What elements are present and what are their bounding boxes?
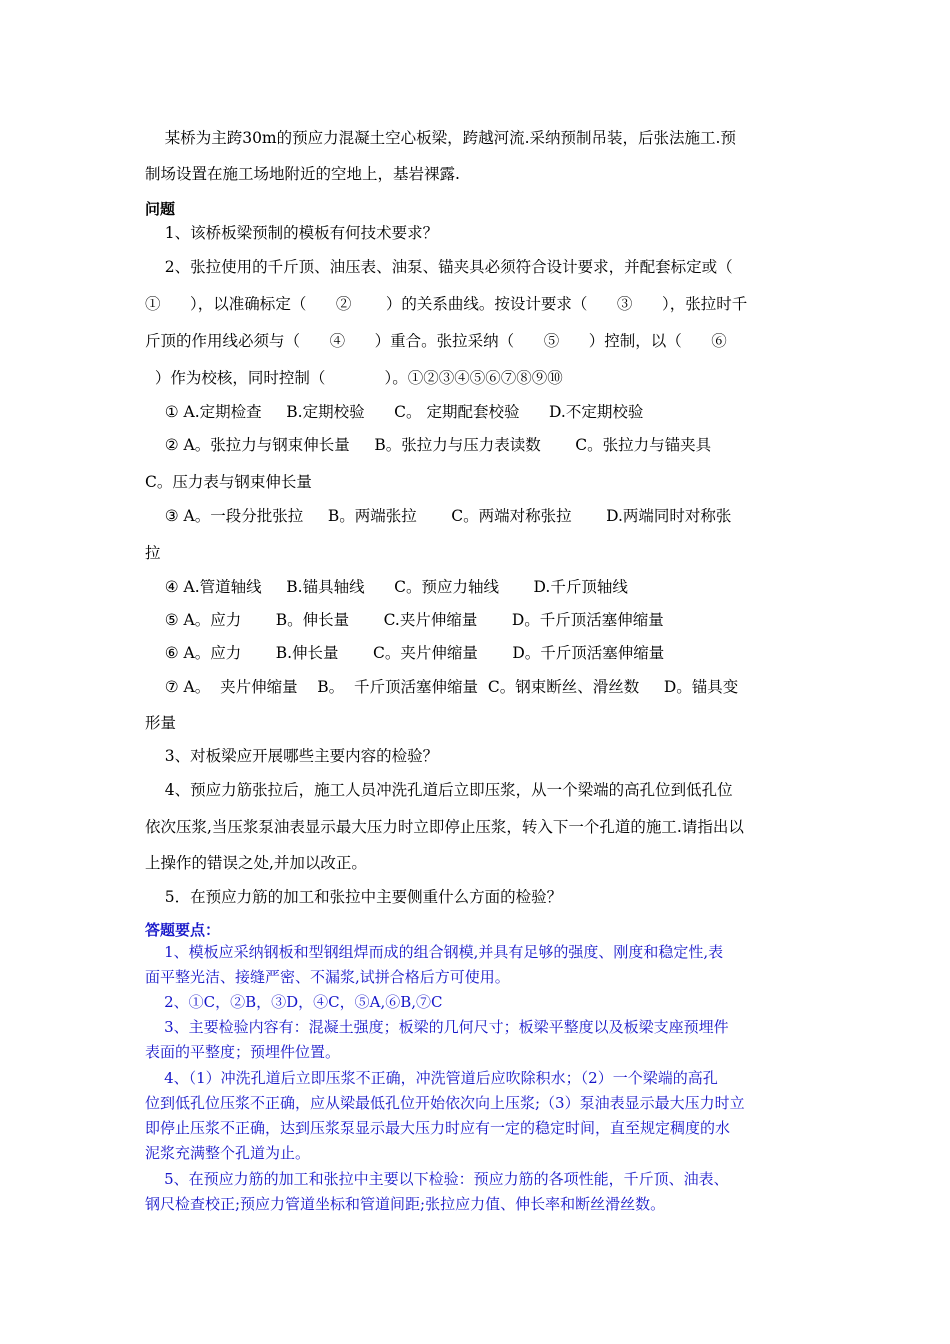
answers-heading: 答题要点： [145,921,221,939]
option-line: ③ A。一段分批张拉 B。两端张拉 C。两端对称张拉 D.两端同时对称张 [145,507,732,525]
question-line: 3、对板梁应开展哪些主要内容的检验？ [145,747,439,765]
option-line: ② A。张拉力与钢束伸长量 B。张拉力与压力表读数 C。张拉力与锚夹具 [145,436,712,454]
question-line: 斤顶的作用线必须与（ ④ ）重合。张拉采纳（ ⑤ ）控制，以（ ⑥ [145,332,727,350]
intro-line: 某桥为主跨30m的预应力混凝土空心板梁，跨越河流.采纳预制吊装，后张法施工.预 [145,129,736,147]
answer-line: 位到低孔位压浆不正确，应从梁最低孔位开始依次向上压浆;（3）泵油表显示最大压力时立 [145,1094,745,1112]
option-line: C。压力表与钢束伸长量 [145,473,312,491]
option-line: ① A.定期检查 B.定期校验 C。 定期配套校验 D.不定期校验 [145,403,644,421]
option-line: ⑤ A。应力 B。伸长量 C.夹片伸缩量 D。千斤顶活塞伸缩量 [145,611,664,629]
option-line: 拉 [145,544,161,562]
option-line: 形量 [145,714,177,732]
answer-line: 泥浆充满整个孔道为止。 [145,1144,311,1162]
question-line: 上操作的错误之处,并加以改正。 [145,854,367,872]
question-line: 依次压浆,当压浆泵油表显示最大压力时立即停止压浆，转入下一个孔道的施工.请指出以 [145,818,744,836]
option-line: ⑥ A。应力 B.伸长量 C。夹片伸缩量 D。千斤顶活塞伸缩量 [145,644,665,662]
answer-line: 即停止压浆不正确，达到压浆泵显示最大压力时应有一定的稳定时间，直至规定稠度的水 [145,1119,731,1137]
option-line: ⑦ A。 夹片伸缩量 B。 千斤顶活塞伸缩量 C。钢束断丝、滑丝数 D。锚具变 [145,678,739,696]
answer-line: 钢尺检查校正;预应力管道坐标和管道间距;张拉应力值、伸长率和断丝滑丝数。 [145,1195,666,1213]
question-line: 1、该桥板梁预制的模板有何技术要求？ [145,224,439,242]
answer-line: 4、（1）冲洗孔道后立即压浆不正确，冲洗管道后应吹除积水；（2）一个梁端的高孔 [145,1069,718,1087]
question-line: ）作为校核，同时控制（ ）。①②③④⑤⑥⑦⑧⑨⑩ [145,369,563,387]
question-line: 5．在预应力筋的加工和张拉中主要侧重什么方面的检验？ [145,888,563,906]
question-line: 2、张拉使用的千斤顶、油压表、油泵、锚夹具必须符合设计要求，并配套标定或（ [145,258,733,276]
answer-line: 1、模板应采纳钢板和型钢组焊而成的组合钢模,并具有足够的强度、刚度和稳定性,表 [145,943,724,961]
option-line: ④ A.管道轴线 B.锚具轴线 C。预应力轴线 D.千斤顶轴线 [145,578,628,596]
answer-line: 3、主要检验内容有：混凝土强度；板梁的几何尺寸；板梁平整度以及板梁支座预埋件 [145,1018,729,1036]
intro-line: 制场设置在施工场地附近的空地上，基岩裸露. [145,165,460,183]
answer-line: 面平整光洁、接缝严密、不漏浆,试拼合格后方可使用。 [145,968,510,986]
question-line: 4、预应力筋张拉后，施工人员冲洗孔道后立即压浆，从一个梁端的高孔位到低孔位 [145,781,733,799]
answer-line: 5、在预应力筋的加工和张拉中主要以下检验：预应力筋的各项性能，千斤顶、油表、 [145,1170,729,1188]
answer-line: 2、①C，②B，③D，④C，⑤A,⑥B,⑦C [145,993,443,1011]
questions-heading: 问题 [145,200,176,218]
question-line: ① ），以准确标定（ ② ）的关系曲线。按设计要求（ ③ ），张拉时千 [145,295,748,313]
answer-line: 表面的平整度；预埋件位置。 [145,1043,341,1061]
